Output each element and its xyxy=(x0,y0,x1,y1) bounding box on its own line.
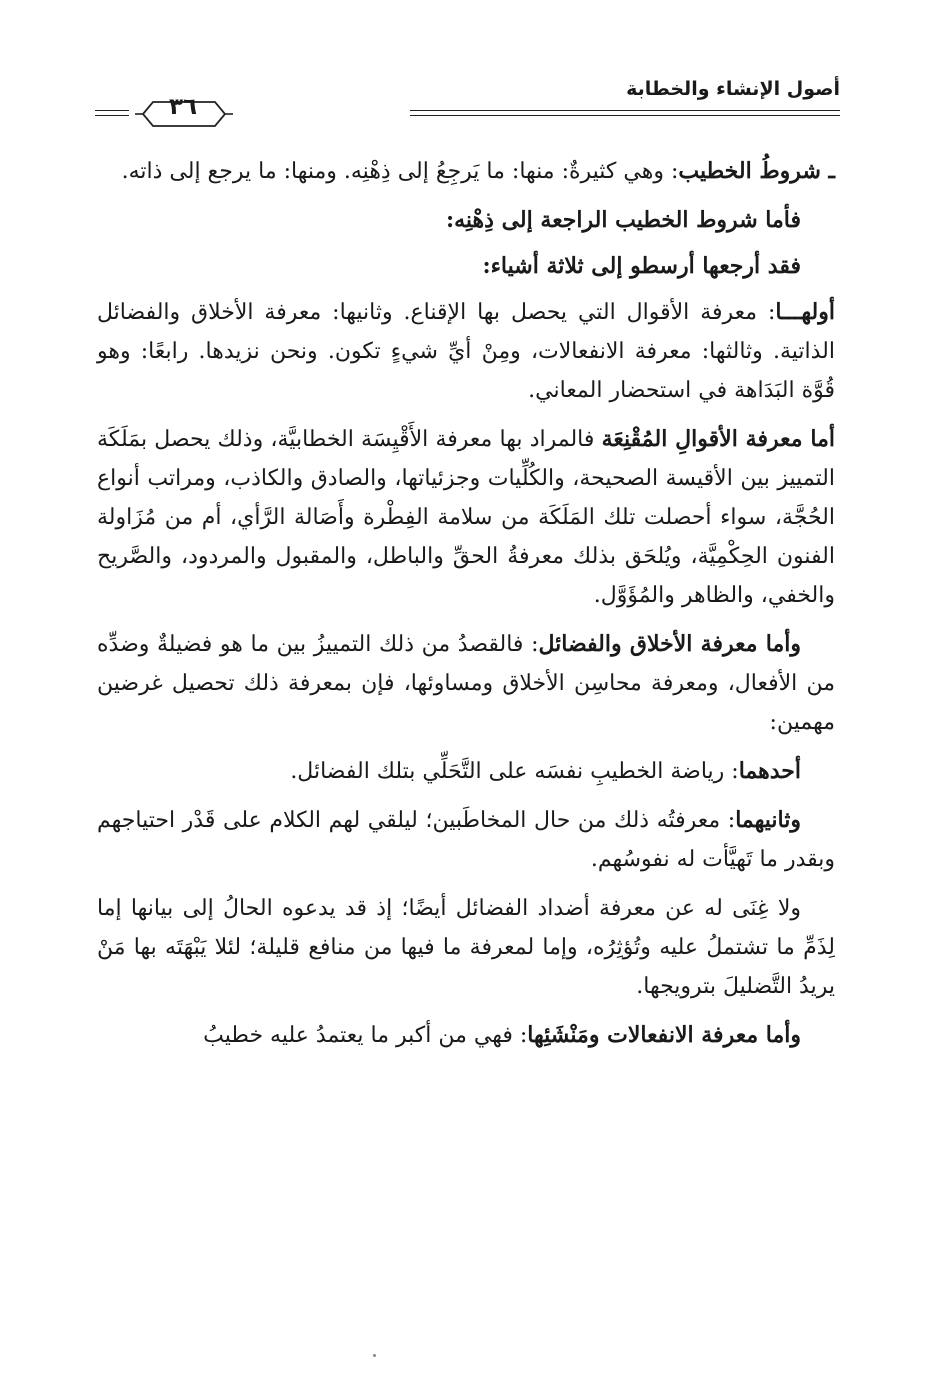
paragraph-text: ولا غِنَى له عن معرفة أضداد الفضائل أيضًا؛ إذ قد يدعوه الحالُ إلى بيانها إما لِذَمِّ ما تشتملُ عليه وتُؤثِرُه، وإما لمعرفة ما فيها من منافع قليلة؛ لئلا يَبْهَتَه بها مَنْ يريدُ التَّضليلَ بترويجها. xyxy=(97,896,835,999)
paragraph xyxy=(97,201,835,240)
paragraph xyxy=(97,420,835,615)
paragraph-lead: وأما معرفة الأخلاق والفضائل xyxy=(538,631,802,657)
paragraph-lead: فأما شروط الخطيب الراجعة إلى ذِهْنِه: xyxy=(445,207,801,233)
paragraph-lead: وثانيهما xyxy=(735,807,801,833)
body-text xyxy=(97,152,835,1065)
paragraph xyxy=(97,1016,835,1055)
paragraph-text: : معرفتُه ذلك من حال المخاطَبين؛ ليلقي لهم الكلام على قَدْر احتياجهم وبقدر ما تَهيَّأت له نفوسُهم. xyxy=(97,808,835,872)
header-rule xyxy=(95,115,129,116)
paragraph-text: : رياضة الخطيبِ نفسَه على التَّحَلِّي بتلك الفضائل. xyxy=(290,759,739,784)
paragraph xyxy=(97,801,835,879)
paragraph-text: : وهي كثيرةٌ: منها: ما يَرجِعُ إلى ذِهْنِه. ومنها: ما يرجع إلى ذاته. xyxy=(121,159,679,184)
paragraph xyxy=(97,152,835,191)
header-title: أصول الإنشاء والخطابة xyxy=(626,78,840,100)
paragraph xyxy=(97,293,835,410)
scan-speck xyxy=(373,1354,376,1357)
paragraph-text: فالمراد بها معرفة الأَقْيِسَة الخطابيَّة، وذلك يحصل بمَلَكَة التمييز بين الأقيسة الصحيحة، والكُلِّيات وجزئياتها، والصادق والكاذب، ومراتب أنواع الحُجَّة، سواء أحصلت تلك المَلَكَة من سلامة الفِطْرة وأَصَالة الرَّأي، أم من مُزَاولة الفنون الحِكْمِيَّة، ويُلحَق بذلك معرفةُ الحقِّ والباطل، والمقبول والمردود، والصَّريح والخفي، والظاهر والمُؤَوَّل. xyxy=(97,427,835,608)
paragraph xyxy=(97,625,835,742)
paragraph-text: : فهي من أكبر ما يعتمدُ عليه خطيبُ xyxy=(203,1023,528,1048)
paragraph-lead: أولهـــا xyxy=(775,299,835,325)
header-rule xyxy=(410,110,840,111)
header-rule xyxy=(95,110,129,111)
paragraph-lead: أحدهما xyxy=(738,758,801,784)
running-header xyxy=(95,78,840,134)
paragraph-lead: ـ شروطُ الخطيب xyxy=(678,158,835,184)
page-number-ornament xyxy=(133,92,393,136)
page-number: ٣٦ xyxy=(168,94,198,120)
paragraph-lead: وأما معرفة الانفعالات ومَنْشَئِها xyxy=(527,1022,801,1048)
paragraph-lead: فقد أرجعها أرسطو إلى ثلاثة أشياء: xyxy=(482,253,801,279)
paragraph xyxy=(97,889,835,1006)
header-rule xyxy=(410,115,840,116)
paragraph-text: : معرفة الأقوال التي يحصل بها الإقناع. وثانيها: معرفة الأخلاق والفضائل الذاتية. وثالثها: معرفة الانفعالات، ومِنْ أيِّ شيءٍ تكون. ونحن نزيدها. رابعًا: وهو قُوَّة البَدَاهة في استحضار المعاني. xyxy=(97,300,835,403)
paragraph xyxy=(97,247,835,286)
paragraph xyxy=(97,752,835,791)
paragraph-lead: أما معرفة الأقوالِ المُقْنِعَة xyxy=(601,426,835,452)
paragraph-text: : فالقصدُ من ذلك التمييزُ بين ما هو فضيلةٌ وضدِّه من الأفعال، ومعرفة محاسِن الأخلاق ومساوئها، فإن بمعرفة ذلك تحصيل غرضين مهمين: xyxy=(97,632,835,735)
